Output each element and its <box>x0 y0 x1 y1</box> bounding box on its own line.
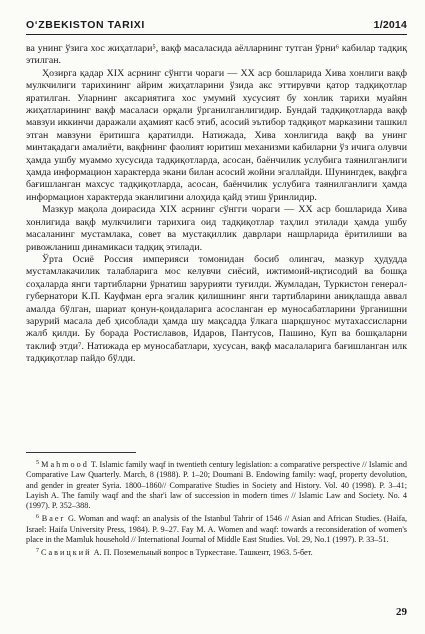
article-body <box>26 43 407 366</box>
journal-title: O‘ZBEKISTON TARIXI <box>26 19 145 31</box>
footnote-number: 5 <box>36 460 39 466</box>
footnote-author: Mahmood <box>41 460 89 469</box>
footnote-separator <box>26 452 136 453</box>
footnote-number: 6 <box>36 514 39 521</box>
footnote <box>26 458 407 511</box>
footnotes <box>26 458 407 560</box>
footnote <box>26 512 407 545</box>
paragraph: Ўрта Осиё Россия империяси томонидан босиб олингач, мазкур ҳудудда мустамлакачилик талабларига мос келувчи сиёсий, ижтимоий-иқтисодий ва бошқа соҳаларда янги тартибларни ўрнатиш зарурияти туғилди. Жумладан, Туркистон генерал-губернатори К.П. Кауфман ерга эгалик қилишнинг янги тартибларини аниқлашда аввал амалда бўлган, шариат қонун-қоидаларига асосланган ер муносабатларини ўрганишни зарурий масала деб ҳисоблади ҳамда шу мақсадда ўлкага шарқшунос мутахассисларни жалб қилди. Бу борада Ростиславов, Идаров, Пантусов, Пашино, Куп ва бошқаларни таклиф этди⁷. Натижада ер муносабатлари, хусусан, вақф масалаларига бағишланган илк тадқиқотлар пайдо бўлди. <box>26 253 407 365</box>
running-header <box>26 14 407 35</box>
footnote-author: Савицкий <box>41 548 92 558</box>
paragraph: Ҳозирга қадар XIX асрнинг сўнгги чораги — XX аср бошларида Хива хонлиги вақф мулкчилиги тарихининг айрим жиҳатларини ўзида акс эттирувчи қатор тадқиқотлар яратилган. Уларнинг аксариятига хос умумий хусусият бу хонлик тарихи муайян жиҳатларининг вақф масаласи орқали ўрганилганлигидир. Бундай тадқиқотларда вақф мавзуи иккинчи даражали аҳамият касб этиб, асосий эътибор тадқиқот марказини ташкил этган мавзуни ёритишга қаратилди. Натижада, Хива хонлигида вақф ва унинг минтақадаги амалиёти, вақфнинг фаолият юритиш механизми кабиларни ўз ичига олувчи ҳамда ушбу муаммо хусусида тадқиқотларда, асосан, баёнчилик услубига таянилганлиги ҳамда информацион характерда экани билан асосий жойни эгаллайди. Шунингдек, вақфга бағишланган махсус тадқиқотларда, асосан, баёнчилик услубига таянилганлиги ҳамда информацион характерда эканлигини алоҳида қайд этиш ўринлидир. <box>26 67 407 203</box>
issue-number: 1/2014 <box>373 19 407 31</box>
footnote-author: Baer <box>41 514 66 524</box>
footnote <box>26 546 407 558</box>
paragraph: Мазкур мақола доирасида XIX асрнинг сўнгги чораги — XX аср бошларида Хива хонлигида вақф мулкчилиги тарихига оид тадқиқотлар таҳлил этилади ҳамда ушбу масаланинг мустамлака, совет ва мустақиллик даврлари нашрларида ёритилиши ва ривожланиш динамикаси тадқиқ этилади. <box>26 204 407 253</box>
footnote-number: 7 <box>36 548 39 555</box>
page-number: 29 <box>396 606 407 618</box>
footnote-text: G. Woman and waqf: an analysis of the Istanbul Tahrir of 1546 // Asian and African Studies. (Haifa, Israel: Haifa University Press, 1984). P. 9–27. Fay M. A. Women and waqf: towards a reconsideration of women's place in the Mamluk household // International Journal of Middle East Studies. Vol. 29, No.1 (1997). P. 33–51. <box>26 514 407 545</box>
footnote-text: T. Islamic family waqf in twentieth century legislation: a comparative perspective // Islamic and Comparative Law Quarterly. March, 8 (1988). P. 1–20; Doumani B. Endowing family: waqf, property devolution, and gender in greater Syria. 1800–1860// Comparative Studies in Society and History. Vol. 40 (1998). P. 3–41; Layish A. The family waqf and the shar'i law of succession in modern times // Islamic Law and Society. No. 4 (1997). P. 352–388. <box>26 460 407 511</box>
paragraph-continuation: ва унинг ўзига хос жиҳатлари⁵, вақф масаласида аёлларнинг тутган ўрни⁶ кабилар тадқиқ этилган. <box>26 43 407 67</box>
footnote-text: А. П. Поземельный вопрос в Туркестане. Ташкент, 1963. 5-бет. <box>91 548 313 558</box>
